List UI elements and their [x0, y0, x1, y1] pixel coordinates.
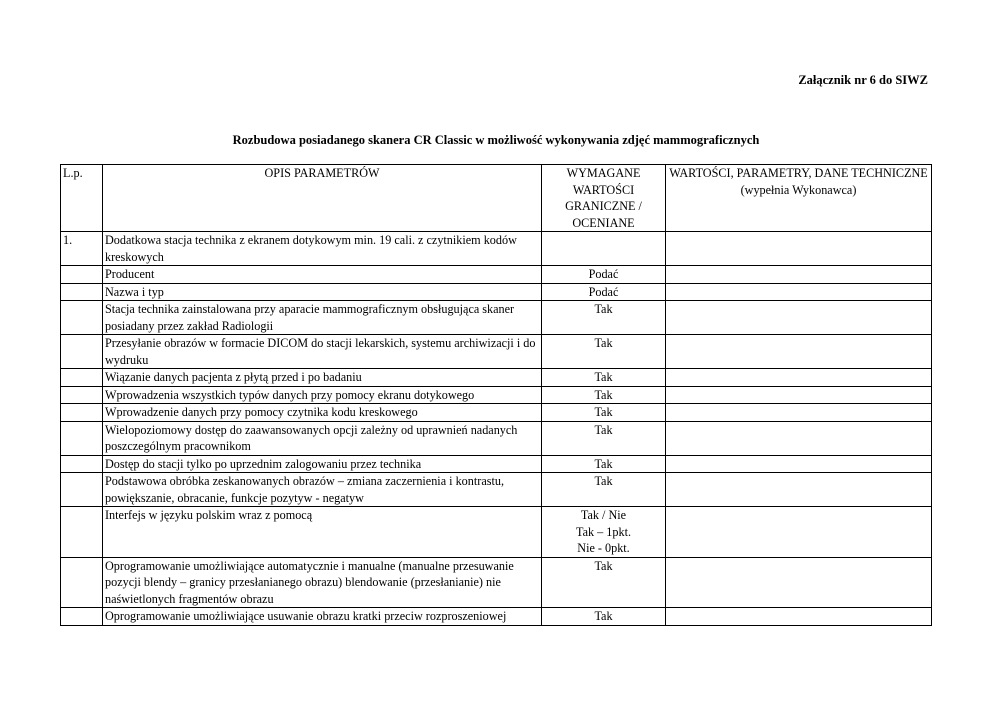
table-row — [61, 283, 932, 301]
contractor-value-cell[interactable] — [666, 266, 932, 284]
row-number — [61, 335, 103, 369]
parameter-description: Dostęp do stacji tylko po uprzednim zalogowaniu przez technika — [103, 455, 542, 473]
table-row — [61, 507, 932, 558]
row-number — [61, 421, 103, 455]
table-row — [61, 557, 932, 608]
parameter-description: Interfejs w języku polskim wraz z pomocą — [103, 507, 542, 558]
row-number — [61, 608, 103, 626]
parameter-description: Oprogramowanie umożliwiające automatycznie i manualne (manualne przesuwanie pozycji blendy – granicy przesłanianego obrazu) blendowanie (przesłanianie) nie naświetlonych fragmentów obrazu — [103, 557, 542, 608]
header-lp: L.p. — [61, 165, 103, 232]
contractor-value-cell[interactable] — [666, 421, 932, 455]
table-row — [61, 421, 932, 455]
contractor-value-cell[interactable] — [666, 369, 932, 387]
parameter-description: Wielopoziomowy dostęp do zaawansowanych opcji zależny od uprawnień nadanych poszczególnym pracownikom — [103, 421, 542, 455]
table-row — [61, 369, 932, 387]
required-value: Tak — [542, 386, 666, 404]
parameter-description: Nazwa i typ — [103, 283, 542, 301]
contractor-value-cell[interactable] — [666, 301, 932, 335]
required-value: Podać — [542, 283, 666, 301]
required-value — [542, 232, 666, 266]
row-number — [61, 404, 103, 422]
table-row — [61, 404, 932, 422]
table-row — [61, 386, 932, 404]
row-number — [61, 386, 103, 404]
table-row — [61, 455, 932, 473]
table-body — [61, 232, 932, 626]
required-value: Tak — [542, 473, 666, 507]
header-technical-values: WARTOŚCI, PARAMETRY, DANE TECHNICZNE (wypełnia Wykonawca) — [666, 165, 932, 232]
specification-table — [60, 164, 932, 626]
parameter-description: Wprowadzenia wszystkich typów danych przy pomocy ekranu dotykowego — [103, 386, 542, 404]
row-number — [61, 301, 103, 335]
required-value: Tak — [542, 455, 666, 473]
contractor-value-cell[interactable] — [666, 386, 932, 404]
table-header-row — [61, 165, 932, 232]
contractor-value-cell[interactable] — [666, 557, 932, 608]
contractor-value-cell[interactable] — [666, 455, 932, 473]
parameter-description: Dodatkowa stacja technika z ekranem dotykowym min. 19 cali. z czytnikiem kodów kreskowych — [103, 232, 542, 266]
contractor-value-cell[interactable] — [666, 473, 932, 507]
contractor-value-cell[interactable] — [666, 335, 932, 369]
contractor-value-cell[interactable] — [666, 404, 932, 422]
row-number: 1. — [61, 232, 103, 266]
required-value: Tak — [542, 557, 666, 608]
document-title: Rozbudowa posiadanego skanera CR Classic w możliwość wykonywania zdjęć mammograficznych — [232, 133, 760, 147]
table-row — [61, 473, 932, 507]
parameter-description: Wprowadzenie danych przy pomocy czytnika kodu kreskowego — [103, 404, 542, 422]
annex-label: Załącznik nr 6 do SIWZ — [798, 73, 928, 87]
table-row — [61, 232, 932, 266]
table-row — [61, 266, 932, 284]
required-value: Tak — [542, 335, 666, 369]
parameter-description: Wiązanie danych pacjenta z płytą przed i po badaniu — [103, 369, 542, 387]
header-required-values: WYMAGANE WARTOŚCI GRANICZNE / OCENIANE — [542, 165, 666, 232]
row-number — [61, 507, 103, 558]
row-number — [61, 266, 103, 284]
row-number — [61, 473, 103, 507]
required-value: Tak — [542, 369, 666, 387]
parameter-description: Stacja technika zainstalowana przy aparacie mammograficznym obsługująca skaner posiadany przez zakład Radiologii — [103, 301, 542, 335]
required-value: Tak — [542, 421, 666, 455]
contractor-value-cell[interactable] — [666, 507, 932, 558]
parameter-description: Podstawowa obróbka zeskanowanych obrazów – zmiana zaczernienia i kontrastu, powiększanie, obracanie, funkcje pozytyw - negatyw — [103, 473, 542, 507]
contractor-value-cell[interactable] — [666, 608, 932, 626]
required-value: Tak / Nie Tak – 1pkt. Nie - 0pkt. — [542, 507, 666, 558]
parameter-description: Producent — [103, 266, 542, 284]
row-number — [61, 455, 103, 473]
required-value: Tak — [542, 608, 666, 626]
header-opis: OPIS PARAMETRÓW — [103, 165, 542, 232]
required-value: Podać — [542, 266, 666, 284]
parameter-description: Przesyłanie obrazów w formacie DICOM do stacji lekarskich, systemu archiwizacji i do wydruku — [103, 335, 542, 369]
table-row — [61, 301, 932, 335]
contractor-value-cell[interactable] — [666, 232, 932, 266]
required-value: Tak — [542, 404, 666, 422]
row-number — [61, 369, 103, 387]
row-number — [61, 283, 103, 301]
contractor-value-cell[interactable] — [666, 283, 932, 301]
required-value: Tak — [542, 301, 666, 335]
table-row — [61, 335, 932, 369]
parameter-description: Oprogramowanie umożliwiające usuwanie obrazu kratki przeciw rozproszeniowej — [103, 608, 542, 626]
row-number — [61, 557, 103, 608]
table-row — [61, 608, 932, 626]
